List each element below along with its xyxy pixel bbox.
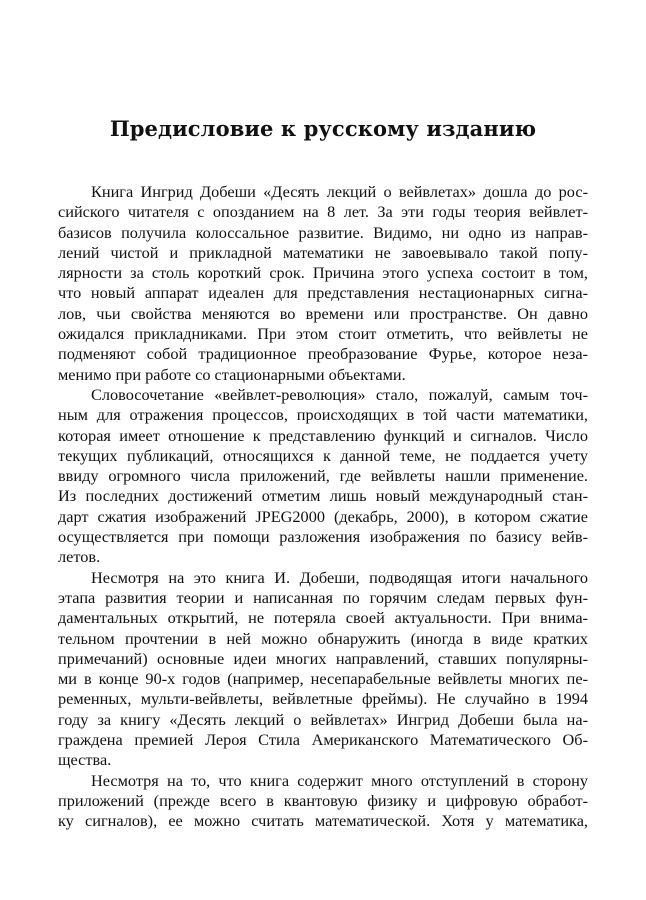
paragraph-3 xyxy=(58,568,588,771)
text-line: текущих публикаций, относящихся к данной теме, не поддается учету xyxy=(58,445,588,465)
text-line: ным для отражения процессов, происходящих в той части математики, xyxy=(58,405,588,425)
text-line: приложений (прежде всего в квантовую физику и цифровую обработ- xyxy=(58,790,588,810)
text-line: базисов получила колоссальное развитие. Видимо, ни одно из направ- xyxy=(58,222,588,242)
paragraph-1 xyxy=(58,182,588,385)
paragraph-2 xyxy=(58,385,588,568)
text-line: щества. xyxy=(58,750,112,770)
text-line: менимо при работе со стационарными объектами. xyxy=(58,364,406,384)
paragraph-4 xyxy=(58,771,588,832)
text-line: примечаний) основные идеи многих направлений, ставших популярны- xyxy=(58,648,588,668)
text-line: осуществляется при помощи разложения изображения по базису вейв- xyxy=(58,527,588,547)
text-line: лярности за столь короткий срок. Причина этого успеха состоит в том, xyxy=(58,263,588,283)
text-line: этапа развития теории и написанная по горячим следам первых фун- xyxy=(58,587,588,607)
text-line: граждена премией Лероя Стила Американского Математического Об- xyxy=(58,730,588,750)
text-line: ку сигналов), ее можно считать математической. Хотя у математика, xyxy=(58,811,588,831)
text-line: году за книгу «Десять лекций о вейвлетах» Ингрид Добеши была на- xyxy=(58,709,588,729)
text-line: подменяют собой традиционное преобразование Фурье, которое неза- xyxy=(58,344,588,364)
text-line: сийского читателя с опозданием на 8 лет. За эти годы теория вейвлет- xyxy=(58,202,588,222)
page-title: Предисловие к русскому изданию xyxy=(109,116,537,141)
text-line: даментальных открытий, не потеряла своей актуальности. При внима- xyxy=(58,608,588,628)
text-line: лений чистой и прикладной математики не завоевывало такой попу- xyxy=(58,242,588,262)
preface-body xyxy=(58,182,588,832)
text-line: что новый аппарат идеален для представления нестационарных сигна- xyxy=(58,283,588,303)
text-line: Из последних достижений отметим лишь новый международный стан- xyxy=(58,486,588,506)
text-line: ременных, мульти-вейвлеты, вейвлетные фреймы). Не случайно в 1994 xyxy=(58,689,588,709)
text-line: летов. xyxy=(58,547,101,567)
text-line: тельном прочтении в ней можно обнаружить (иногда в виде кратких xyxy=(58,628,588,648)
text-line: Несмотря на это книга И. Добеши, подводящая итоги начального xyxy=(91,567,588,587)
text-line: ввиду огромного числа приложений, где вейвлеты нашли применение. xyxy=(58,466,588,486)
text-line: дарт сжатия изображений JPEG2000 (декабрь, 2000), в котором сжатие xyxy=(58,506,588,526)
text-line: которая имеет отношение к представлению функций и сигналов. Число xyxy=(58,425,588,445)
text-line: Книга Ингрид Добеши «Десять лекций о вейвлетах» дошла до рос- xyxy=(91,182,588,201)
text-line: лов, чьи свойства меняются во времени или пространстве. Он давно xyxy=(58,303,588,323)
text-line: Несмотря на то, что книга содержит много отступлений в сторону xyxy=(91,770,588,790)
text-line: ожидался прикладниками. При этом стоит отметить, что вейвлеты не xyxy=(58,324,588,344)
text-line: ми в конце 90-х годов (например, несепарабельные вейвлеты многих пе- xyxy=(58,669,588,689)
text-line: Словосочетание «вейвлет-революция» стало, пожалуй, самым точ- xyxy=(91,384,588,404)
